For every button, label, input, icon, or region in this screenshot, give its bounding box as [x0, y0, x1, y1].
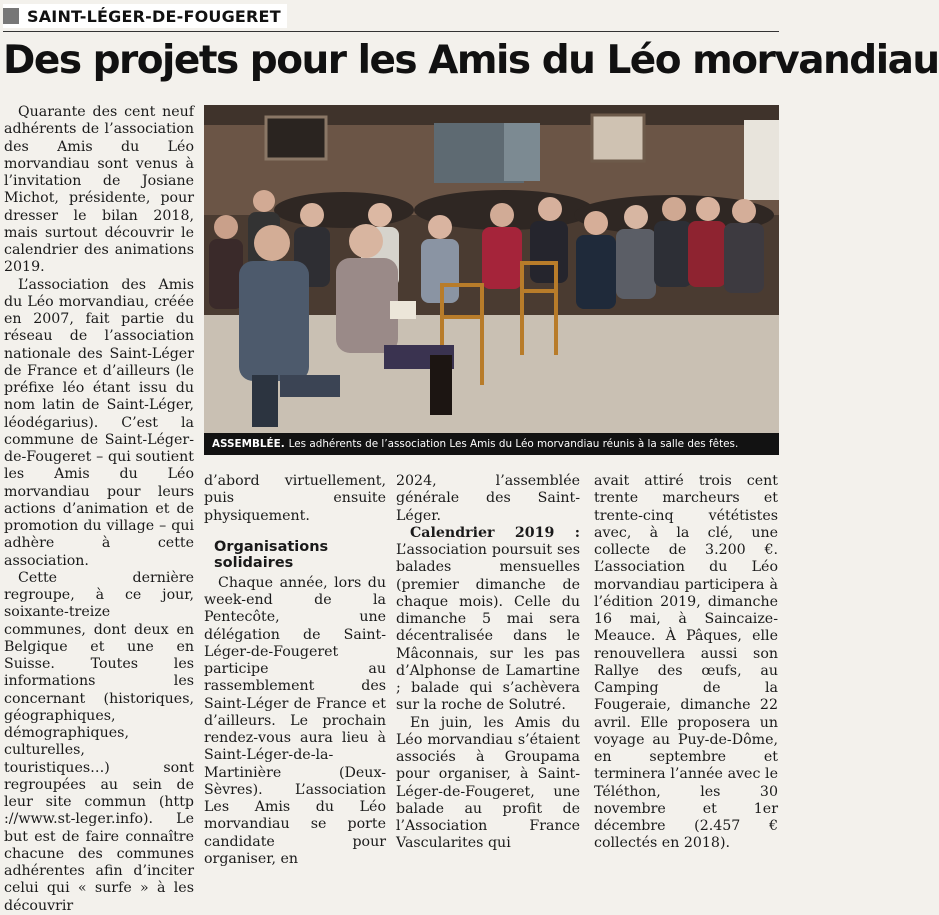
audience-photo-illustration: [204, 105, 779, 433]
photo-caption: [204, 433, 779, 455]
col3-paragraph-1: 2024, l’assemblée générale des Saint-Léger.: [396, 473, 580, 524]
subheading-organisations: Organisations solidaires: [214, 538, 329, 571]
col1-paragraph-1: Quarante des cent neuf adhérents de l’association des Amis du Léo morvandiau sont venus à l’invitation de Josiane Michot, présidente, pour dresser le bilan 2018, mais surtout découvrir le calendrier des animations 2019.: [4, 104, 194, 276]
column-3: [396, 473, 580, 853]
caption-text: Les adhérents de l’association Les Amis du Léo morvandiau réunis à la salle des fêtes.: [288, 438, 739, 450]
assembly-photo: [204, 105, 779, 455]
kicker-label: SAINT-LÉGER-DE-FOUGERET: [27, 6, 281, 26]
column-4: [594, 473, 778, 853]
col3-paragraph-2-text: L’association poursuit ses balades mensuelles (premier dimanche de chaque mois). Celle du dimanche 5 mai sera décentralisée dans le Mâconnais, sur les pas d’Alphonse de Lamartine ; balade qui s’achèvera sur la roche de Solutré.: [396, 542, 580, 714]
col3-paragraph-2: [396, 525, 580, 715]
caption-label: ASSEMBLÉE.: [212, 438, 285, 450]
header-rule: [3, 31, 779, 32]
col4-paragraph-1: avait attiré trois cent trente marcheurs et trente-cinq vététistes avec, à la clé, une collecte de 3.200 €. L’association du Léo morvandiau participera à l’édition 2019, dimanche 16 mai, à Saincaize-Meauce. À Pâques, elle renouvellera aussi son Rallye des œufs, au Camping de la Fougeraie, dimanche 22 avril. Elle proposera un voyage au Puy-de-Dôme, en septembre et terminera l’année avec le Téléthon, les 30 novembre et 1er décembre (2.457 € collectés en 2018).: [594, 473, 778, 852]
col1-paragraph-2: L’association des Amis du Léo morvandiau, créée en 2007, fait partie du réseau de l’association nationale des Saint-Léger de France et d’ailleurs (le préfixe léo étant issu du nom latin de Saint-Léger, léodégarius). C’est la commune de Saint-Léger-de-Fougeret – qui soutient les Amis du Léo morvandiau pour leurs actions d’animation et de promotion du village – qui adhère à cette association.: [4, 276, 194, 569]
section-kicker: [3, 4, 287, 28]
calendar-lead: Calendrier 2019 :: [410, 524, 580, 541]
kicker-square-icon: [3, 8, 19, 24]
col2-paragraph-1: d’abord virtuellement, puis ensuite physiquement.: [204, 473, 386, 524]
col2-paragraph-2: Chaque année, lors du week-end de la Pentecôte, une délégation de Saint-Léger-de-Fougeret participe au rassemblement des Saint-Léger de France et d’ailleurs. Le prochain rendez-vous aura lieu à Saint-Léger-de-la-Martinière (Deux-Sèvres). L’association Les Amis du Léo morvandiau se porte candidate pour organiser, en: [204, 574, 386, 867]
col1-paragraph-3: Cette dernière regroupe, à ce jour, soixante-treize communes, dont deux en Belgique et une en Suisse. Toutes les informations les concernant (historiques, géographiques, démographiques, culturelles, touristiques…) sont regroupées au sein de leur site commun (http ://www.st-leger.info). Le but est de faire connaître chacune des communes adhérentes afin d’inciter celui qui « surfe » à les découvrir: [4, 569, 194, 914]
column-1: [4, 104, 194, 915]
col3-paragraph-3: En juin, les Amis du Léo morvandiau s’étaient associés à Groupama pour organiser, à Saint-Léger-de-Fougeret, une balade au profit de l’Association France Vascularites qui: [396, 714, 580, 852]
column-2: [204, 473, 386, 868]
article-headline: Des projets pour les Amis du Léo morvandiau: [3, 38, 939, 83]
